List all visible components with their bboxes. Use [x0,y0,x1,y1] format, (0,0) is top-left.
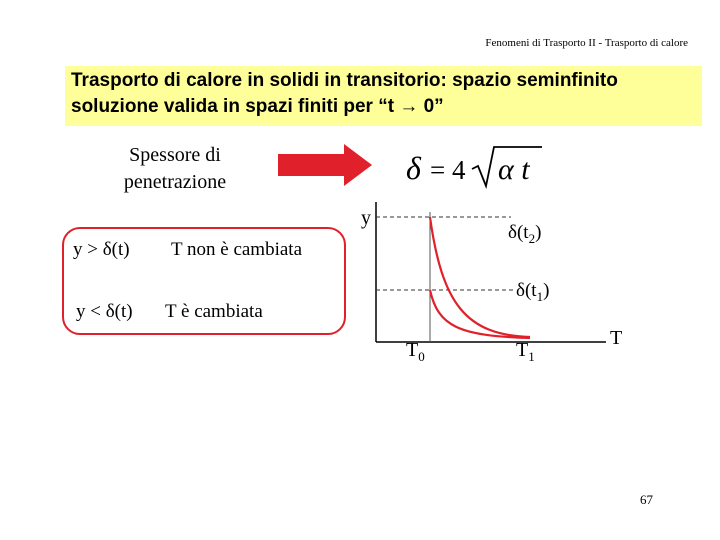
conditions-box [62,227,346,335]
formula-alpha-t: α t [498,153,530,186]
condition-2-rhs: T è cambiata [165,301,263,322]
spessore-line-1: Spessore di [129,144,221,166]
temperature-profile-graph [356,192,656,382]
formula-equals-four: = 4 [430,155,466,185]
t1-tick-label: $T_1$ [516,339,535,364]
slide-title [65,66,702,126]
title-line-2: soluzione valida in spazi finiti per “t → 0” [71,96,444,117]
spessore-line-2: penetrazione [123,171,227,193]
condition-2-lhs: y < δ(t) [76,301,133,322]
penetration-formula [402,142,552,192]
condition-1-lhs: y > δ(t) [73,239,130,260]
x-axis-label: T [610,327,623,349]
delta-t2-label: $\delta(t_2)$ [508,222,542,246]
formula-delta: δ [406,150,421,186]
profile-curve-t1 [430,290,530,338]
condition-1-rhs: T non è cambiata [171,239,303,260]
penetration-thickness-label [100,142,250,196]
y-axis-label: y [361,207,371,229]
right-arrow-icon [278,142,374,188]
slide-header: Fenomeni di Trasporto II - Trasporto di calore [485,37,688,49]
title-line-1: Trasporto di calore in solidi in transitorio: spazio seminfinito [71,70,618,91]
page-number: 67 [640,492,653,507]
delta-t1-label: $\delta(t_1)$ [516,280,550,304]
t0-tick-label: $T_0$ [406,339,425,364]
